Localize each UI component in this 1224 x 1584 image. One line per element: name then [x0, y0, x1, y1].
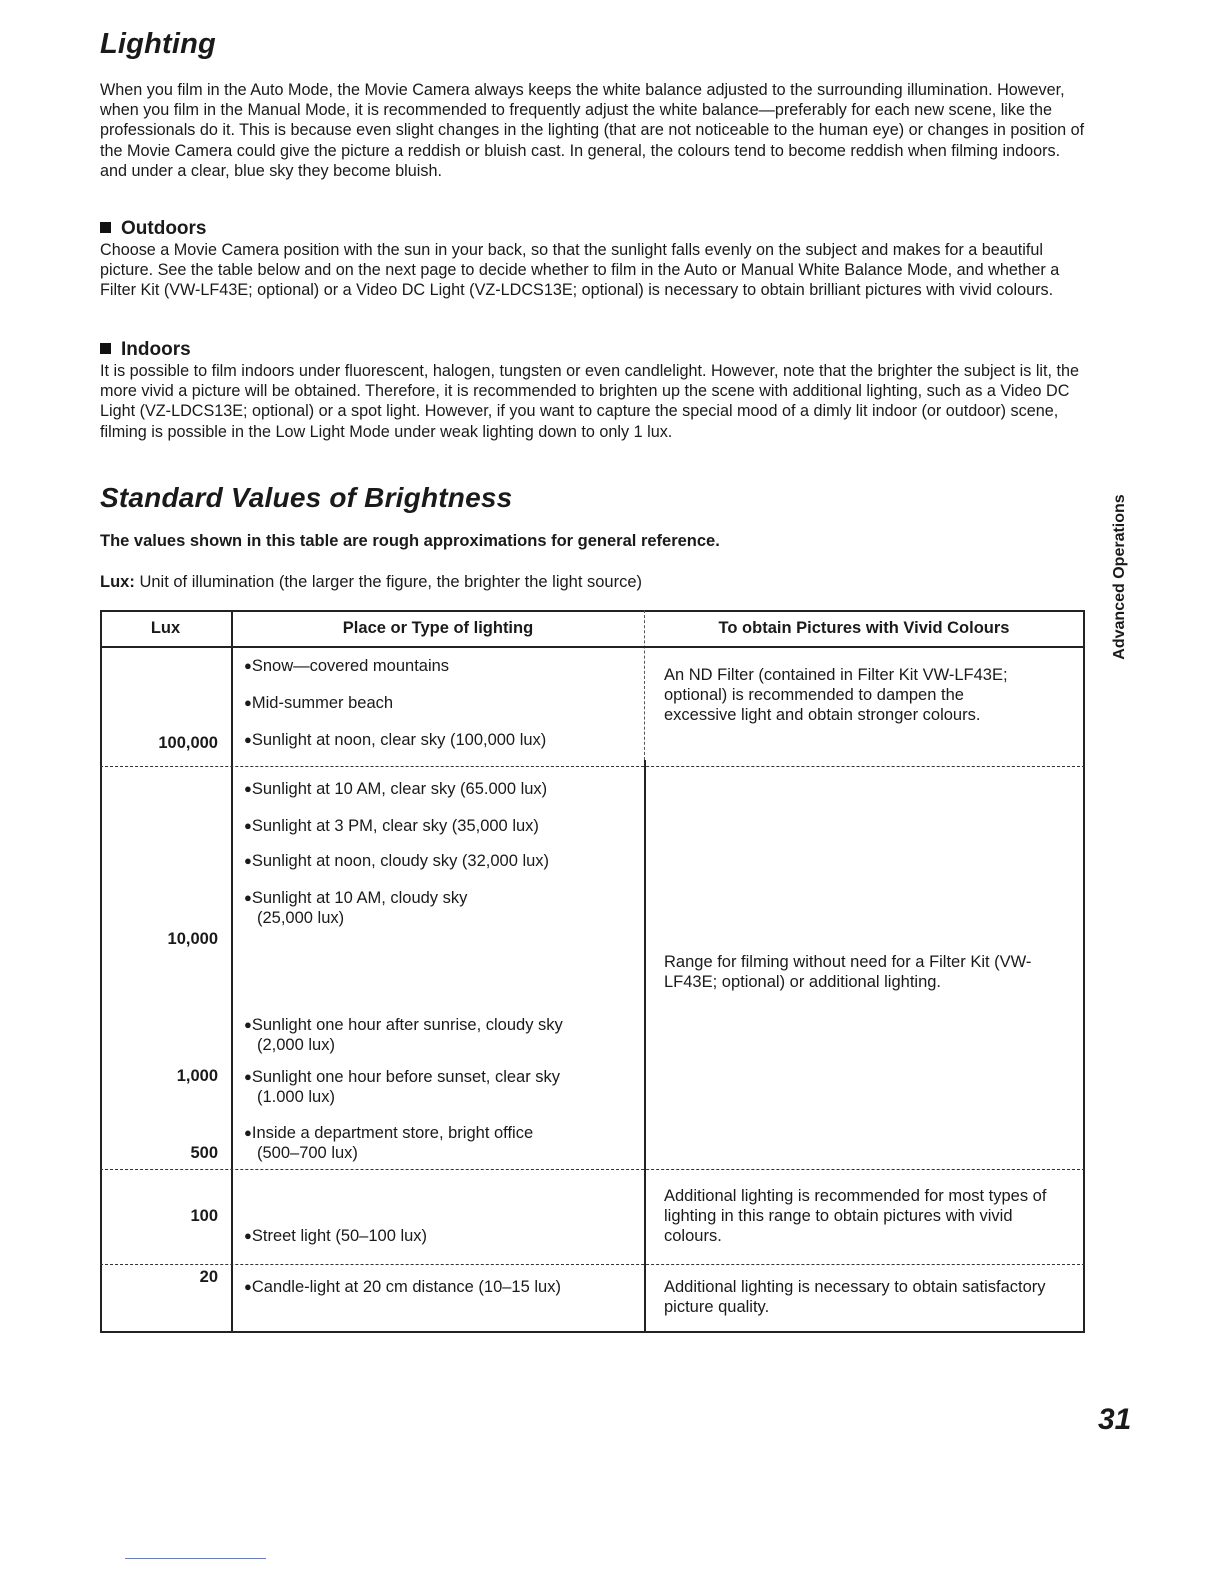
square-bullet-icon: [100, 343, 111, 354]
lux-definition: Lux: Unit of illumination (the larger the figure, the brighter the light source): [100, 573, 643, 591]
indoors-text: It is possible to film indoors under fluorescent, halogen, tungsten or even candlelight. However, note that the brighter the subject is lit, the more vivid a picture will be obtained. Therefore, it is recommended to brighten up the scene with additional lighting, such as a Video DC Light (VZ-LDCS13E; optional) or a spot light. However, if you want to capture the special mood of a dimly lit indoor (or outdoor) scene, filming is possible in the Low Light Mode under weak lighting down to only 1 lux.: [100, 362, 1080, 441]
row-separator-3: [100, 1264, 1085, 1265]
place-item: ●Sunlight at 10 AM, clear sky (65.000 lux): [244, 780, 548, 798]
place-item: ●Sunlight one hour before sunset, clear sky (1.000 lux): [244, 1068, 561, 1106]
lux-value: 20: [199, 1268, 218, 1286]
advice-text: Additional lighting is necessary to obtain satisfactory picture quality.: [664, 1278, 1046, 1316]
footer-rule: [125, 1558, 266, 1559]
header-lux: Lux: [150, 619, 181, 637]
square-bullet-icon: [100, 222, 111, 233]
lux-value: 10,000: [167, 930, 218, 948]
lighting-title: Lighting: [100, 28, 216, 60]
column-divider-1: [231, 610, 233, 1333]
section-side-tab: Advanced Operations: [1111, 494, 1128, 660]
place-item: ●Sunlight one hour after sunrise, cloudy sky (2,000 lux): [244, 1016, 563, 1054]
place-item: ●Sunlight at noon, cloudy sky (32,000 lux): [244, 852, 550, 870]
place-item: ●Inside a department store, bright office (500–700 lux): [244, 1124, 534, 1162]
place-item: ●Sunlight at noon, clear sky (100,000 lux): [244, 731, 547, 749]
page-number: 31: [1098, 1403, 1132, 1436]
table-border-top: [100, 610, 1085, 612]
header-rule: [100, 646, 1085, 648]
place-item: ●Candle-light at 20 cm distance (10–15 lux): [244, 1278, 561, 1296]
lux-value: 100,000: [158, 734, 218, 752]
outdoors-heading: Outdoors: [100, 218, 207, 240]
row-separator-1: [100, 766, 1085, 767]
header-vivid: To obtain Pictures with Vivid Colours: [718, 619, 1010, 637]
table-border-right: [1083, 610, 1085, 1333]
place-item: ●Sunlight at 10 AM, cloudy sky (25,000 lux): [244, 889, 468, 927]
advice-text: An ND Filter (contained in Filter Kit VW-LF43E; optional) is recommended to dampen the excessive light and obtain stronger colours.: [664, 666, 1008, 724]
header-place: Place or Type of lighting: [342, 619, 534, 637]
column-divider-2: [644, 760, 646, 1333]
lux-value: 500: [190, 1144, 218, 1162]
brightness-table: [100, 610, 1085, 1333]
place-item: ●Mid-summer beach: [244, 694, 394, 712]
brightness-title: Standard Values of Brightness: [100, 482, 513, 513]
place-item: ●Snow—covered mountains: [244, 657, 450, 675]
table-border-bottom: [100, 1331, 1085, 1333]
lux-value: 1,000: [176, 1067, 218, 1085]
advice-text: Range for filming without need for a Filter Kit (VW-LF43E; optional) or additional lighting.: [664, 953, 1032, 991]
indoors-heading: Indoors: [100, 339, 191, 361]
place-item: ●Street light (50–100 lux): [244, 1227, 428, 1245]
advice-text: Additional lighting is recommended for most types of lighting in this range to obtain pictures with vivid colours.: [664, 1187, 1047, 1245]
lux-value: 100: [190, 1207, 218, 1225]
brightness-note: The values shown in this table are rough approximations for general reference.: [100, 532, 720, 550]
row-separator-2: [100, 1169, 1085, 1170]
place-item: ●Sunlight at 3 PM, clear sky (35,000 lux): [244, 817, 539, 835]
lighting-intro: When you film in the Auto Mode, the Movie Camera always keeps the white balance adjusted to the surrounding illumination. However, when you film in the Manual Mode, it is recommended to frequently adjust the white balance—preferably for each new scene, like the professionals do it. This is because even slight changes in the lighting (that are not noticeable to the human eye) or changes in position of the Movie Camera could give the picture a reddish or bluish cast. In general, the colours tend to become reddish when filming indoors. and under a clear, blue sky they become bluish.: [100, 81, 1085, 180]
outdoors-text: Choose a Movie Camera position with the sun in your back, so that the sunlight falls evenly on the subject and makes for a beautiful picture. See the table below and on the next page to decide whether to film in the Auto or Manual White Balance Mode, and whether a Filter Kit (VW-LF43E; optional) or a Video DC Light (VZ-LDCS13E; optional) is necessary to obtain brilliant pictures with vivid colours.: [100, 241, 1060, 300]
